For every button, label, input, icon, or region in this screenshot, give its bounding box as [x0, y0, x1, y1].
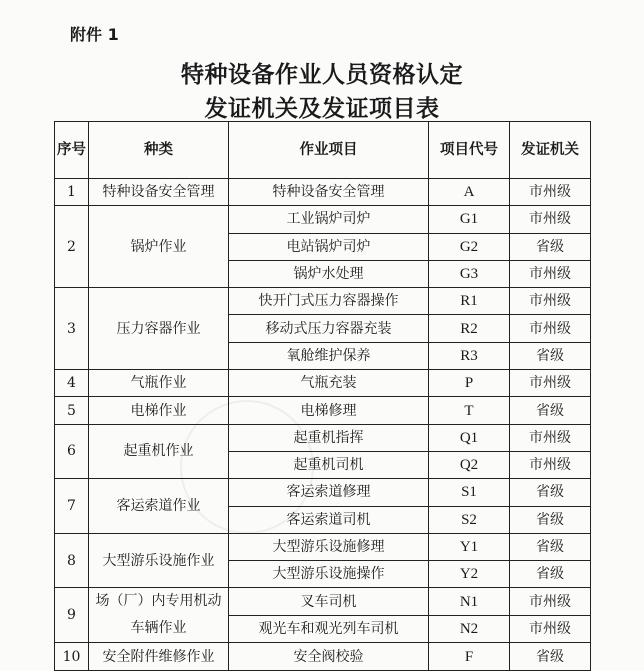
table-row	[55, 206, 591, 233]
table-row	[55, 179, 591, 206]
certification-table	[54, 121, 591, 671]
cell-item: 安全阀校验	[229, 643, 429, 670]
cell-authority: 省级	[510, 643, 591, 670]
header-item: 作业项目	[229, 122, 429, 179]
cell-item: 工业锅炉司炉	[229, 206, 429, 233]
cell-item: 气瓶充装	[229, 370, 429, 397]
cell-code: S2	[429, 506, 510, 533]
cell-authority: 省级	[510, 233, 591, 260]
cell-code: R2	[429, 315, 510, 342]
table-body	[55, 179, 591, 671]
cell-code: P	[429, 370, 510, 397]
cell-seq: 9	[55, 588, 89, 643]
cell-item: 快开门式压力容器操作	[229, 288, 429, 315]
table-row	[55, 533, 591, 560]
cell-authority: 市州级	[510, 588, 591, 616]
cell-authority: 省级	[510, 506, 591, 533]
cell-category: 客运索道作业	[89, 479, 229, 534]
cell-code: A	[429, 179, 510, 206]
cell-seq: 5	[55, 397, 89, 424]
cell-authority: 市州级	[510, 288, 591, 315]
cell-item: 氧舱维护保养	[229, 342, 429, 369]
cell-authority: 省级	[510, 342, 591, 369]
cell-code: N2	[429, 615, 510, 643]
cell-code: Y1	[429, 533, 510, 560]
cell-code: R1	[429, 288, 510, 315]
cell-authority: 市州级	[510, 424, 591, 451]
cell-code: G3	[429, 260, 510, 287]
cell-seq: 7	[55, 479, 89, 534]
cell-code: Q1	[429, 424, 510, 451]
cell-item: 起重机指挥	[229, 424, 429, 451]
document-subtitle: 发证机关及发证项目表	[204, 96, 440, 122]
header-category: 种类	[89, 122, 229, 179]
cell-item: 大型游乐设施操作	[229, 561, 429, 588]
cell-authority: 省级	[510, 533, 591, 560]
cell-category: 大型游乐设施作业	[89, 533, 229, 588]
cell-seq: 3	[55, 288, 89, 370]
table-row	[55, 588, 591, 616]
cell-authority: 市州级	[510, 451, 591, 478]
table-row	[55, 424, 591, 451]
cell-category: 锅炉作业	[89, 206, 229, 288]
cell-category: 安全附件维修作业	[89, 643, 229, 670]
table-header-row	[55, 122, 591, 179]
table-row	[55, 288, 591, 315]
cell-authority: 市州级	[510, 370, 591, 397]
attachment-label: 附件 1	[70, 25, 119, 44]
cell-code: Y2	[429, 561, 510, 588]
cell-seq: 6	[55, 424, 89, 479]
table-row	[55, 479, 591, 506]
cell-authority: 市州级	[510, 206, 591, 233]
cell-item: 客运索道司机	[229, 506, 429, 533]
cell-category: 压力容器作业	[89, 288, 229, 370]
table-row	[55, 370, 591, 397]
cell-item: 观光车和观光列车司机	[229, 615, 429, 643]
cell-item: 叉车司机	[229, 588, 429, 616]
cell-seq: 8	[55, 533, 89, 588]
cell-authority: 省级	[510, 397, 591, 424]
document-title: 特种设备作业人员资格认定	[181, 62, 463, 88]
cell-item: 移动式压力容器充装	[229, 315, 429, 342]
cell-authority: 省级	[510, 479, 591, 506]
cell-seq: 2	[55, 206, 89, 288]
cell-authority: 市州级	[510, 615, 591, 643]
cell-code: N1	[429, 588, 510, 616]
cell-code: G1	[429, 206, 510, 233]
cell-code: Q2	[429, 451, 510, 478]
cell-authority: 省级	[510, 561, 591, 588]
cell-code: T	[429, 397, 510, 424]
header-seq: 序号	[55, 122, 89, 179]
cell-code: G2	[429, 233, 510, 260]
cell-category: 气瓶作业	[89, 370, 229, 397]
cell-category: 起重机作业	[89, 424, 229, 479]
cell-category: 场（厂）内专用机动车辆作业	[89, 588, 229, 643]
table-row	[55, 643, 591, 670]
cell-category: 电梯作业	[89, 397, 229, 424]
cell-authority: 市州级	[510, 260, 591, 287]
cell-item: 特种设备安全管理	[229, 179, 429, 206]
cell-seq: 10	[55, 643, 89, 670]
cell-category: 特种设备安全管理	[89, 179, 229, 206]
cell-code: F	[429, 643, 510, 670]
cell-seq: 1	[55, 179, 89, 206]
cell-item: 电梯修理	[229, 397, 429, 424]
header-authority: 发证机关	[510, 122, 591, 179]
cell-item: 电站锅炉司炉	[229, 233, 429, 260]
cell-item: 客运索道修理	[229, 479, 429, 506]
table-row	[55, 397, 591, 424]
cell-code: R3	[429, 342, 510, 369]
cell-item: 大型游乐设施修理	[229, 533, 429, 560]
cell-authority: 市州级	[510, 315, 591, 342]
cell-item: 锅炉水处理	[229, 260, 429, 287]
cell-item: 起重机司机	[229, 451, 429, 478]
cell-code: S1	[429, 479, 510, 506]
header-code: 项目代号	[429, 122, 510, 179]
cell-seq: 4	[55, 370, 89, 397]
cell-authority: 市州级	[510, 179, 591, 206]
